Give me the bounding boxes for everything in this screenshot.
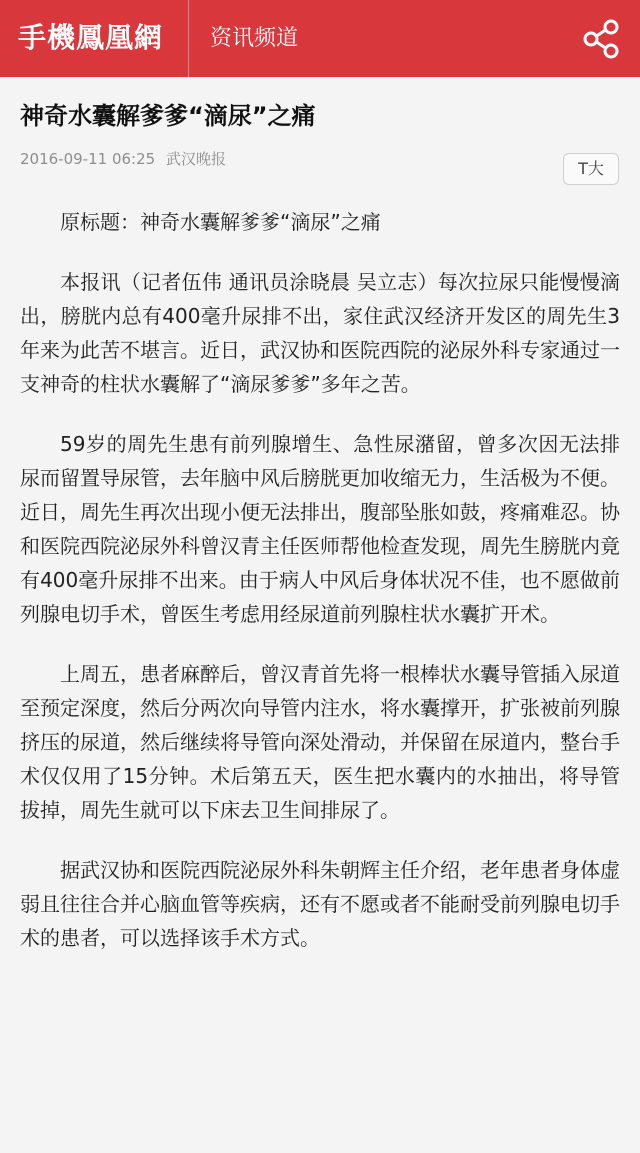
publish-date: 2016-09-11 06:25 xyxy=(20,150,156,168)
article-paragraph: 上周五，患者麻醉后，曾汉青首先将一根棒状水囊导管插入尿道至预定深度，然后分两次向导管内注水，将水囊撑开，扩张被前列腺挤压的尿道，然后继续将导管向深处滑动，并保留在尿道内，整台手术仅仅用了15分钟。术后第五天，医生把水囊内的水抽出，将导管拔掉，周先生就可以下床去卫生间排尿了。 xyxy=(20,662,620,822)
article-paragraph: 本报讯（记者伍伟 通讯员涂晓晨 吴立志）每次拉尿只能慢慢滴出，膀胱内总有400毫升尿排不出，家住武汉经济开发区的周先生3年来为此苦不堪言。近日，武汉协和医院西院的泌尿外科专家通过一支神奇的柱状水囊解了“滴尿爹爹”多年之苦。 xyxy=(20,270,620,396)
top-bar xyxy=(0,0,640,77)
source-label: 武汉晚报 xyxy=(165,150,226,168)
article-body xyxy=(20,205,620,981)
article-paragraph: 59岁的周先生患有前列腺增生、急性尿潴留，曾多次因无法排尿而留置导尿管，去年脑中风后膀胱更加收缩无力，生活极为不便。近日，周先生再次出现小便无法排出，腹部坠胀如鼓，疼痛难忍。协和医院西院泌尿外科曾汉青主任医师帮他检查发现，周先生膀胱内竟有400毫升尿排不出来。由于病人中风后身体状况不佳，也不愿做前列腺电切手术，曾医生考虑用经尿道前列腺柱状水囊扩开术。 xyxy=(20,432,620,626)
share-button[interactable] xyxy=(580,18,622,60)
article-container xyxy=(0,77,640,1153)
article-paragraph: 据武汉协和医院西院泌尿外科朱朝辉主任介绍，老年患者身体虚弱且往往合并心脑血管等疾病，还有不愿或者不能耐受前列腺电切手术的患者，可以选择该手术方式。 xyxy=(20,858,620,950)
brand-logo[interactable]: 手機鳳凰網 xyxy=(18,21,164,54)
article-title: 神奇水囊解爹爹“滴尿”之痛 xyxy=(20,102,316,130)
header-divider xyxy=(188,0,189,77)
font-size-button[interactable]: T大 xyxy=(563,153,619,185)
original-title-paragraph: 原标题：神奇水囊解爹爹“滴尿”之痛 xyxy=(60,210,381,234)
share-icon xyxy=(580,18,622,60)
article-meta xyxy=(20,149,226,169)
channel-label[interactable]: 资讯频道 xyxy=(210,26,299,51)
